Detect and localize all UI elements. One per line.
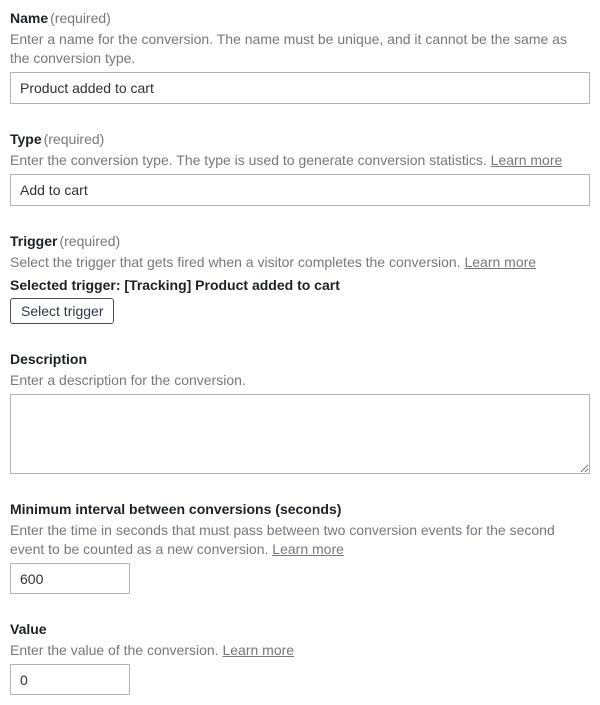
value-label-row xyxy=(10,620,590,639)
description-description-text: Enter a description for the conversion. xyxy=(10,372,246,388)
min-interval-learn-more-link[interactable]: Learn more xyxy=(272,541,344,557)
field-value xyxy=(10,620,590,695)
select-trigger-button[interactable]: Select trigger xyxy=(10,298,114,324)
selected-trigger-value: [Tracking] Product added to cart xyxy=(124,277,340,293)
min-interval-label-row xyxy=(10,500,590,519)
trigger-label: Trigger xyxy=(10,233,58,249)
name-required-note: (required) xyxy=(50,10,111,26)
description-textarea[interactable] xyxy=(10,394,590,474)
value-description-text: Enter the value of the conversion. xyxy=(10,642,219,658)
name-description xyxy=(10,30,590,68)
name-label: Name xyxy=(10,10,49,26)
name-input[interactable] xyxy=(10,72,590,104)
min-interval-label: Minimum interval between conversions (seconds) xyxy=(10,501,342,517)
selected-trigger-label: Selected trigger: xyxy=(10,277,121,293)
type-description xyxy=(10,151,590,170)
value-label: Value xyxy=(10,621,47,637)
min-interval-description-text: Enter the time in seconds that must pass between two conversion events for the second event to be counted as a new conversion. xyxy=(10,522,555,557)
field-trigger xyxy=(10,232,590,324)
value-description xyxy=(10,641,590,660)
type-learn-more-link[interactable]: Learn more xyxy=(490,152,563,168)
field-description xyxy=(10,350,590,474)
type-description-text: Enter the conversion type. The type is used to generate conversion statistics. xyxy=(10,152,487,168)
min-interval-description xyxy=(10,521,590,559)
trigger-learn-more-link[interactable]: Learn more xyxy=(464,254,537,270)
field-name xyxy=(10,9,590,104)
type-label: Type xyxy=(10,131,42,147)
type-required-note: (required) xyxy=(43,131,105,147)
description-label-row xyxy=(10,350,590,369)
value-input[interactable] xyxy=(10,664,130,695)
trigger-label-row xyxy=(10,232,590,251)
trigger-description xyxy=(10,253,590,272)
name-label-row xyxy=(10,9,590,28)
type-label-row xyxy=(10,130,590,149)
selected-trigger-line xyxy=(10,276,590,295)
field-type xyxy=(10,130,590,206)
trigger-description-text: Select the trigger that gets fired when a visitor completes the conversion. xyxy=(10,254,461,270)
description-label: Description xyxy=(10,351,88,367)
description-description xyxy=(10,371,590,390)
field-min-interval xyxy=(10,500,590,594)
min-interval-input[interactable] xyxy=(10,563,130,594)
type-input[interactable] xyxy=(10,174,590,206)
trigger-required-note: (required) xyxy=(59,233,121,249)
name-description-text: Enter a name for the conversion. The name must be unique, and it cannot be the same as the conversion type. xyxy=(10,31,567,66)
value-learn-more-link[interactable]: Learn more xyxy=(222,642,295,658)
